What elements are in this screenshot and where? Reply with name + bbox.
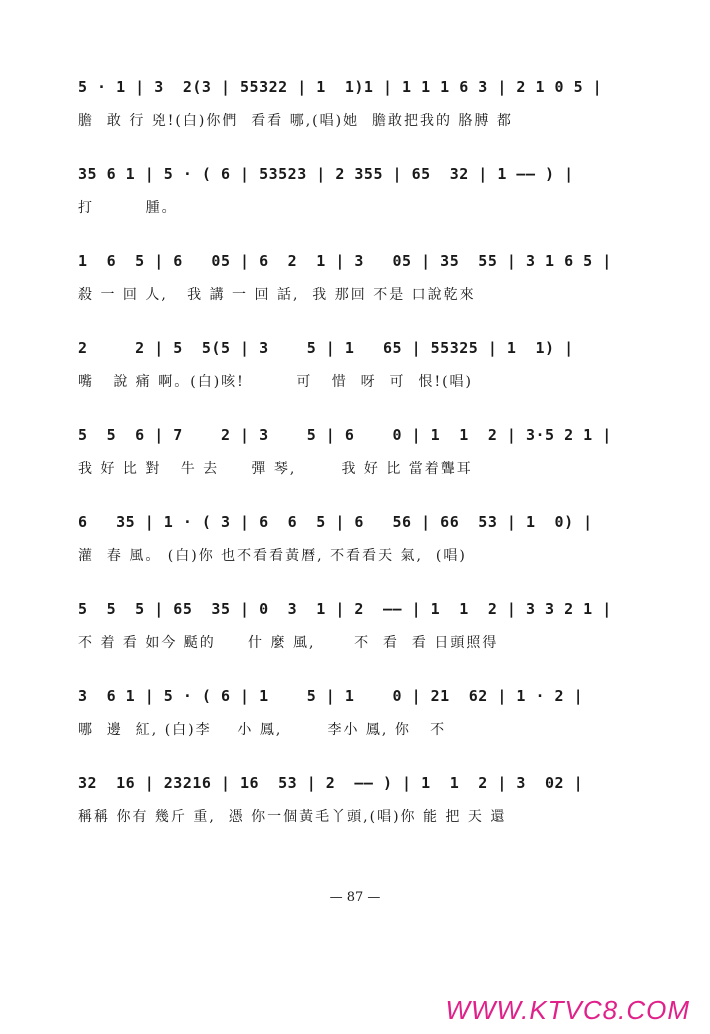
lyrics-line: 不 着 看 如今 颳的 什 麼 風, 不 看 看 日頭照得 <box>78 635 499 651</box>
notation-line: 5 · 1 | 3 2(3 | 55322 | 1 1)1 | 1 1 1 6 3 | 2 1 0 5 | <box>78 78 603 96</box>
lyrics-line: 哪 邊 紅, (白)李 小 鳳, 李小 鳳, 你 不 <box>78 722 447 738</box>
score-system <box>78 495 638 582</box>
score-system <box>78 234 638 321</box>
score-system <box>78 582 638 669</box>
score-system <box>78 321 638 408</box>
notation-line: 1 6 5 | 6 05 | 6 2 1 | 3 05 | 35 55 | 3 1 6 5 | <box>78 252 612 270</box>
score-system <box>78 408 638 495</box>
score-system <box>78 147 638 234</box>
notation-line: 5 5 5 | 65 35 | 0 3 1 | 2 —— | 1 1 2 | 3 3 2 1 | <box>78 600 612 618</box>
notation-line: 35 6 1 | 5 · ( 6 | 53523 | 2 355 | 65 32 | 1 —— ) | <box>78 165 574 183</box>
lyrics-line: 膽 敢 行 兇!(白)你們 看看 哪,(唱)她 膽敢把我的 胳膊 都 <box>78 113 513 129</box>
score <box>78 60 638 843</box>
lyrics-line: 嘴 說 痛 啊。(白)咳! 可 惜 呀 可 恨!(唱) <box>78 374 474 390</box>
lyrics-line: 打 腫。 <box>78 200 178 216</box>
notation-line: 3 6 1 | 5 · ( 6 | 1 5 | 1 0 | 21 62 | 1 · 2 | <box>78 687 584 705</box>
watermark: WWW.KTVC8.COM <box>445 995 690 1025</box>
score-system <box>78 669 638 756</box>
notation-line: 32 16 | 23216 | 16 53 | 2 —— ) | 1 1 2 | 3 02 | <box>78 774 584 792</box>
lyrics-line: 稱稱 你有 幾斤 重, 憑 你一個黃毛丫頭,(唱)你 能 把 天 還 <box>78 809 507 825</box>
notation-line: 5 5 6 | 7 2 | 3 5 | 6 0 | 1 1 2 | 3·5 2 1 | <box>78 426 612 444</box>
score-system <box>78 60 638 147</box>
page-number: — 87 — <box>329 890 381 905</box>
lyrics-line: 我 好 比 對 牛 去 彈 琴, 我 好 比 當着聾耳 <box>78 461 473 477</box>
lyrics-line: 殺 一 回 人, 我 講 一 回 話, 我 那回 不是 口說乾來 <box>78 287 476 303</box>
score-system <box>78 756 638 843</box>
lyrics-line: 灌 春 風。 (白)你 也不看看黃曆, 不看看天 氣, (唱) <box>78 548 467 564</box>
notation-line: 2 2 | 5 5(5 | 3 5 | 1 65 | 55325 | 1 1) | <box>78 339 574 357</box>
notation-line: 6 35 | 1 · ( 3 | 6 6 5 | 6 56 | 66 53 | 1 0) | <box>78 513 593 531</box>
